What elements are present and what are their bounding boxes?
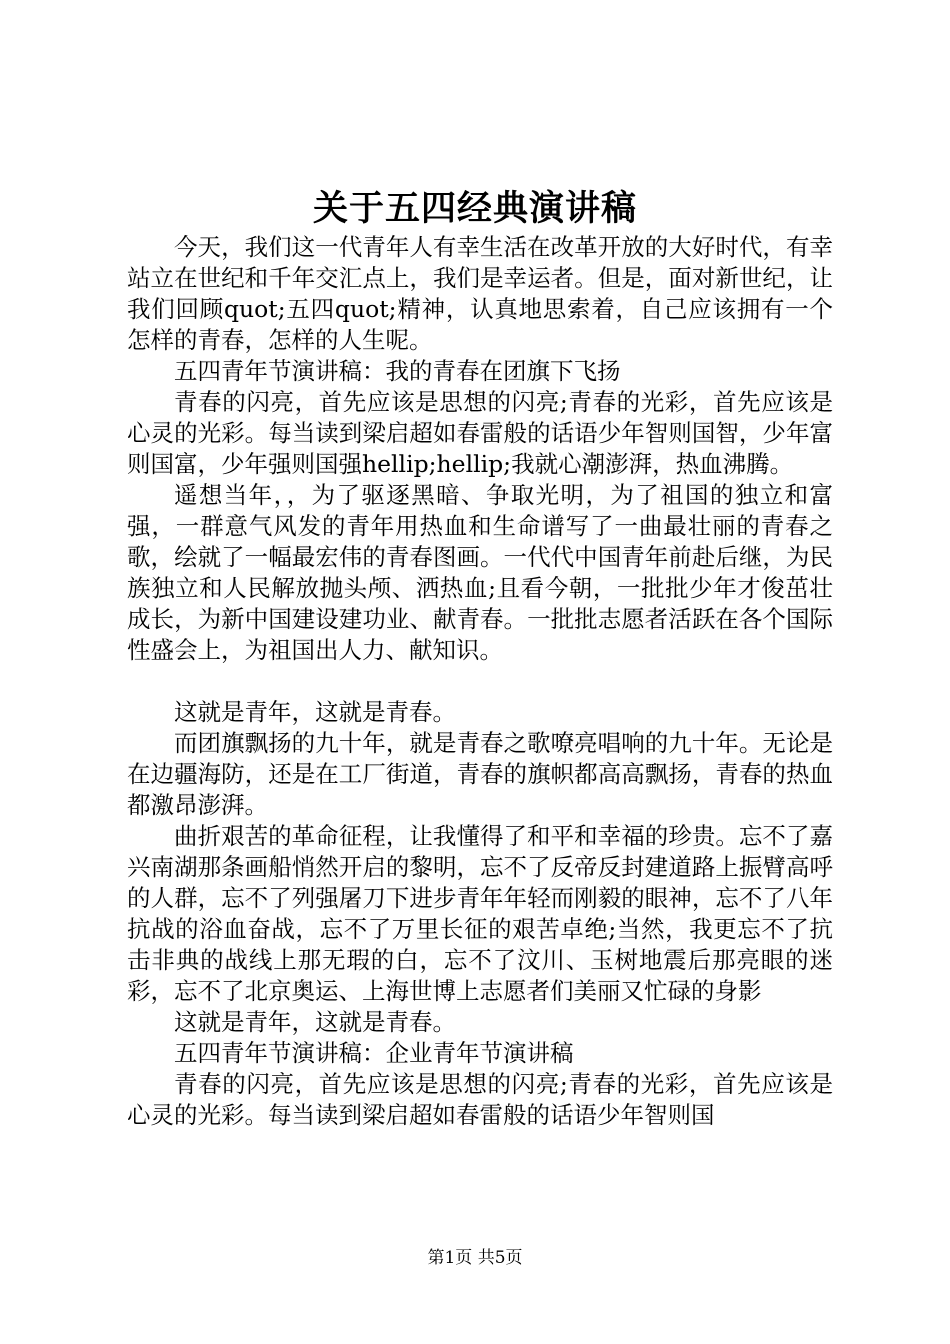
paragraph: 遥想当年，，为了驱逐黑暗、争取光明，为了祖国的独立和富强，一群意气风发的青年用热血和生命谱写了一曲最壮丽的青春之歌，绘就了一幅最宏伟的青春图画。一代代中国青年前赴后继，为民族独立和人民解放抛头颅、洒热血;且看今朝，一批批少年才俊茁壮成长，为新中国建设建功业、献青春。一批批志愿者活跃在各个国际性盛会上，为祖国出人力、献知识。 <box>127 481 833 664</box>
paragraph: 今天，我们这一代青年人有幸生活在改革开放的大好时代，有幸站立在世纪和千年交汇点上，我们是幸运者。但是，面对新世纪，让我们回顾quot;五四quot;精神，认真地思索着，自己应该拥有一个怎样的青春，怎样的人生呢。 <box>127 233 833 354</box>
document-title: 关于五四经典演讲稿 <box>312 188 637 229</box>
paragraph: 这就是青年，这就是青春。 <box>174 1008 456 1036</box>
paragraph: 这就是青年，这就是青春。 <box>174 698 456 726</box>
section-heading: 五四青年节演讲稿：企业青年节演讲稿 <box>174 1039 574 1067</box>
paragraph-spacer <box>127 666 833 697</box>
paragraph: 曲折艰苦的革命征程，让我懂得了和平和幸福的珍贵。忘不了嘉兴南湖那条画船悄然开启的黎明，忘不了反帝反封建道路上振臂高呼的人群，忘不了列强屠刀下进步青年年轻而刚毅的眼神，忘不了八年抗战的浴血奋战，忘不了万里长征的艰苦卓绝;当然，我更忘不了抗击非典的战线上那无瑕的白，忘不了汶川、玉树地震后那亮眼的迷彩，忘不了北京奥运、上海世博上志愿者们美丽又忙碌的身影 <box>127 822 833 1005</box>
document-body <box>127 232 833 1131</box>
paragraph: 而团旗飘扬的九十年，就是青春之歌嘹亮唱响的九十年。无论是在边疆海防，还是在工厂街道，青春的旗帜都高高飘扬，青春的热血都激昂澎湃。 <box>127 729 833 819</box>
section-heading: 五四青年节演讲稿：我的青春在团旗下飞扬 <box>174 357 621 385</box>
paragraph: 青春的闪亮，首先应该是思想的闪亮;青春的光彩，首先应该是心灵的光彩。每当读到梁启超如春雷般的话语少年智则国 <box>127 1070 833 1129</box>
paragraph: 青春的闪亮，首先应该是思想的闪亮;青春的光彩，首先应该是心灵的光彩。每当读到梁启超如春雷般的话语少年智则国智，少年富则国富，少年强则国强hellip;hellip;我就心潮澎湃，热血沸腾。 <box>127 388 833 478</box>
page-footer: 第1页 共5页 <box>427 1248 523 1268</box>
